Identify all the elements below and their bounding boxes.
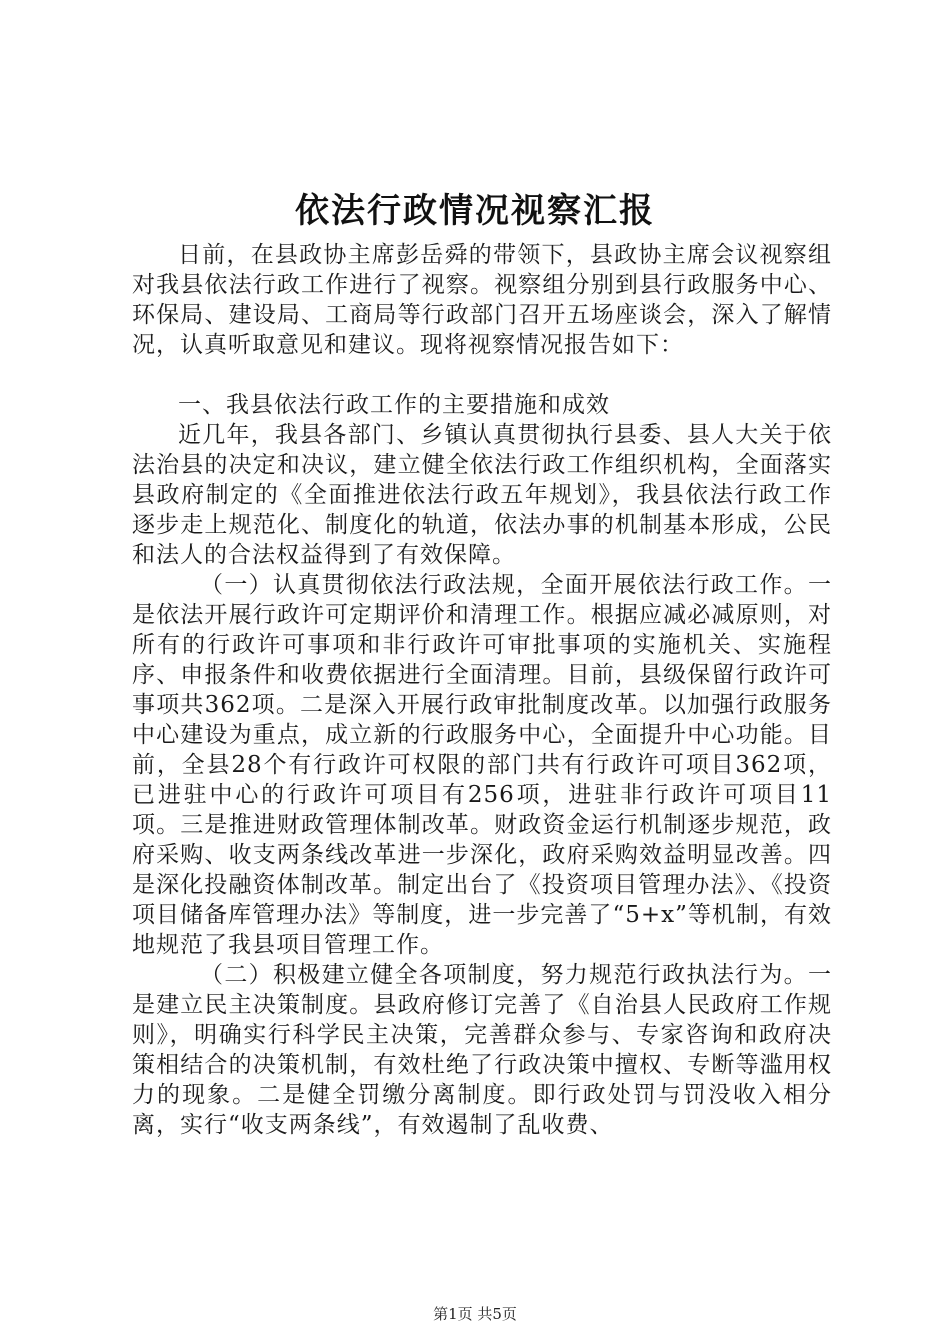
intro-paragraph: 日前，在县政协主席彭岳舜的带领下，县政协主席会议视察组对我县依法行政工作进行了视察。视察组分别到县行政服务中心、环保局、建设局、工商局等行政部门召开五场座谈会，深入了解情况，认真听取意见和建议。现将视察情况报告如下： <box>132 242 832 358</box>
document-body <box>132 240 832 1140</box>
section-heading: 一、我县依法行政工作的主要措施和成效 <box>178 392 610 418</box>
page-number-footer: 第1页 共5页 <box>433 1305 517 1323</box>
document-title: 依法行政情况视察汇报 <box>295 191 655 231</box>
body-paragraph-2: （一）认真贯彻依法行政法规，全面开展依法行政工作。一是依法开展行政许可定期评价和清理工作。根据应减必减原则，对所有的行政许可事项和非行政许可审批事项的实施机关、实施程序、申报条件和收费依据进行全面清理。目前，县级保留行政许可事项共362项。二是深入开展行政审批制度改革。以加强行政服务中心建设为重点，成立新的行政服务中心，全面提升中心功能。目前，全县28个有行政许可权限的部门共有行政许可项目362项，已进驻中心的行政许可项目有256项，进驻非行政许可项目11项。三是推进财政管理体制改革。财政资金运行机制逐步规范，政府采购、收支两条线改革进一步深化，政府采购效益明显改善。四是深化投融资体制改革。制定出台了《投资项目管理办法》、《投资项目储备库管理办法》等制度，进一步完善了“5+x”等机制，有效地规范了我县项目管理工作。 <box>132 572 832 958</box>
body-paragraph-1: 近几年，我县各部门、乡镇认真贯彻执行县委、县人大关于依法治县的决定和决议，建立健全依法行政工作组织机构，全面落实县政府制定的《全面推进依法行政五年规划》，我县依法行政工作逐步走上规范化、制度化的轨道，依法办事的机制基本形成，公民和法人的合法权益得到了有效保障。 <box>132 422 832 568</box>
body-paragraph-3: （二）积极建立健全各项制度，努力规范行政执法行为。一是建立民主决策制度。县政府修订完善了《自治县人民政府工作规则》，明确实行科学民主决策，完善群众参与、专家咨询和政府决策相结合的决策机制，有效杜绝了行政决策中擅权、专断等滥用权力的现象。二是健全罚缴分离制度。即行政处罚与罚没收入相分离，实行“收支两条线”，有效遏制了乱收费、 <box>132 962 832 1138</box>
